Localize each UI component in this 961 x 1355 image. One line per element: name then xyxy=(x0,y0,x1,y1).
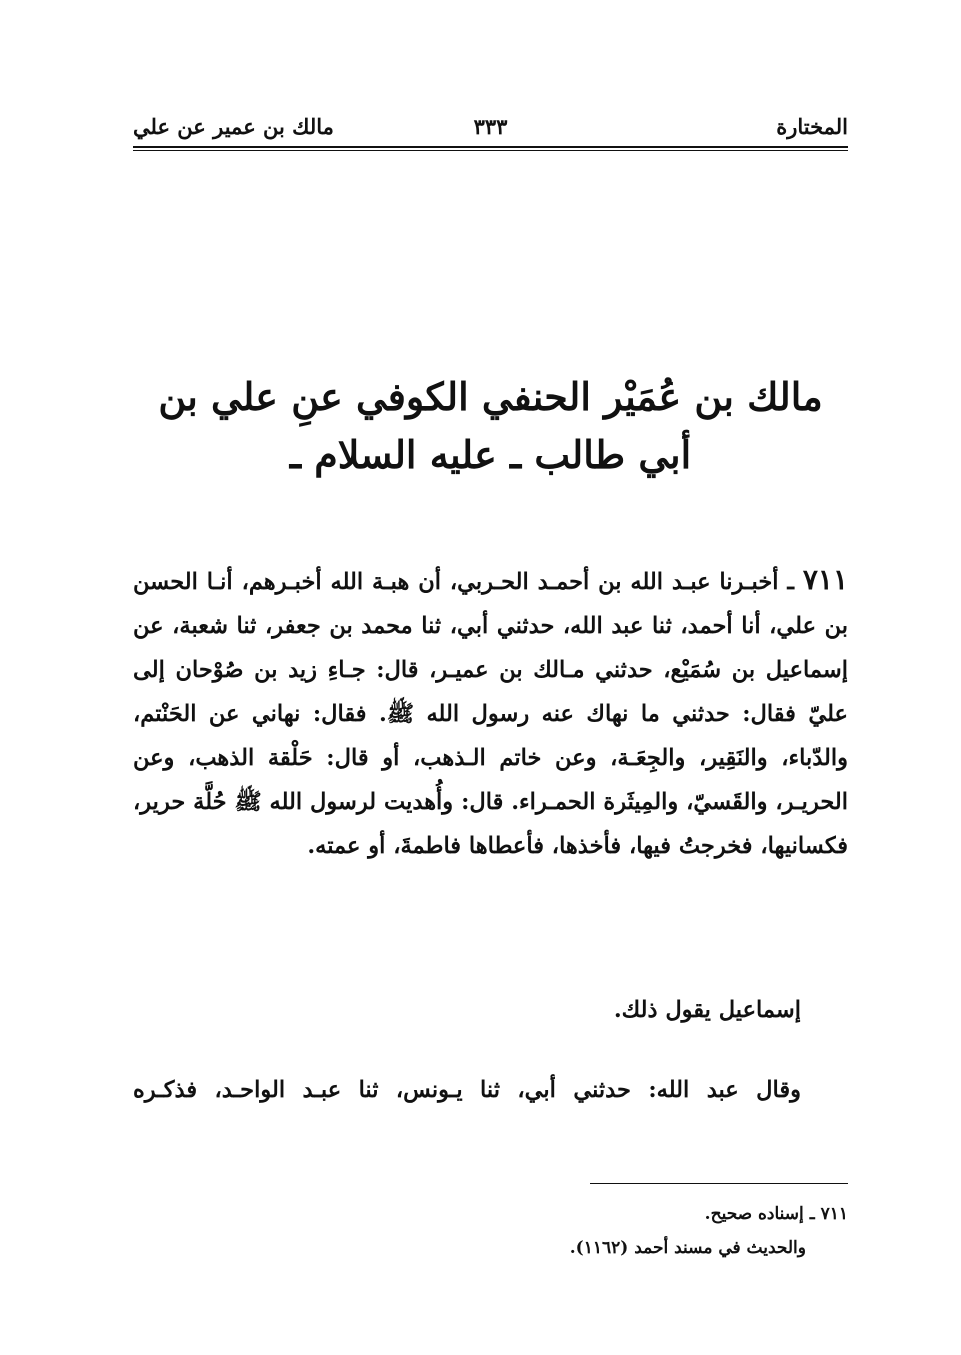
header-book-title: المختارة xyxy=(776,114,848,139)
hadith-text: ـ أخبـرنا عبـد الله بن أحمـد الحـربي، أن هبـة الله أخبـرهم، أنـا الحسن بن علي، أنا أحمد، ثنا عبد الله، حدثني أبي، ثنا محمد بن جعفر، ثنا شعبة، عن إسماعيل بن سُمَيْع، حدثني مـالك بن عميـر، قال: جـاءِ زيد بن صُوْحان إلى عليّ فقال: حدثني ما نهاك عنه رسول الله ﷺ. فقال: نهاني عن الحَنْتم، والدّباء، والنَقِير، والجِعَـة، وعن خاتم الـذهب، أو قال: حَلْقة الذهب، وعن الحريـر، والقَسيّ، والمِيثَرة الحمـراء. قال: وأُهديت لرسول الله ﷺ حُلَّة حرير، فكسانيها، فخرجتُ فيها، فأخذها، فأعطاها فاطمةَ، أو عمته. xyxy=(133,569,848,859)
header-chapter-title: مالك بن عمير عن علي xyxy=(133,114,334,139)
footnote-line-1: ٧١١ ـ إسناده صحيح. xyxy=(704,1204,848,1224)
narrator-note: إسماعيل يقول ذلك. xyxy=(613,997,801,1023)
footnote-separator xyxy=(590,1183,848,1184)
header-rule xyxy=(133,146,848,148)
chapter-title-line-2: أبي طالب ـ عليه السلام ـ xyxy=(289,432,692,477)
footnote-line-2: والحديث في مسند أحمد (١١٦٢). xyxy=(569,1238,806,1258)
page-number: ٣٣٣ xyxy=(473,114,508,139)
hadith-paragraph xyxy=(133,558,848,868)
chapter-title xyxy=(133,368,848,484)
chapter-title-line-1: مالك بن عُمَيْر الحنفي الكوفي عنِ علي بن xyxy=(158,374,823,419)
running-header xyxy=(133,106,848,146)
header-rule-thin xyxy=(133,150,848,151)
footnotes xyxy=(133,1197,848,1265)
continuation-paragraph: وقال عبد الله: حدثني أبي، ثنا يـونس، ثنا عبـد الواحـد، فذكـره xyxy=(133,1077,801,1103)
hadith-number: ٧١١ xyxy=(802,563,848,596)
